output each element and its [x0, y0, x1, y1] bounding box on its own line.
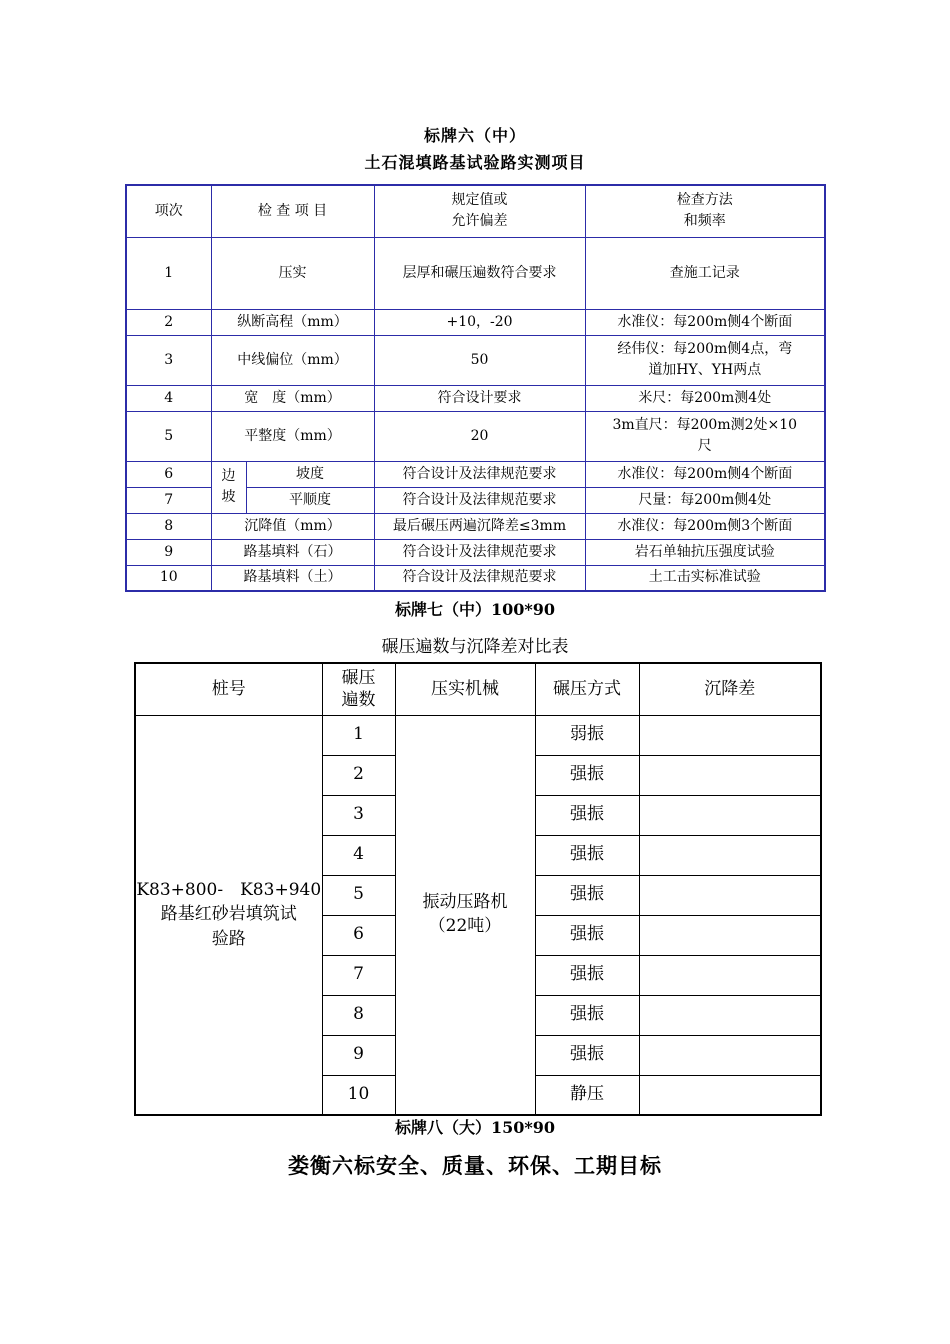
mode-cell: 强振: [535, 795, 639, 835]
pass-cell: 1: [322, 715, 395, 755]
settlement-cell: [639, 755, 821, 795]
mode-cell: 强振: [535, 875, 639, 915]
item-cell: 纵断高程（mm）: [211, 309, 374, 335]
spec-cell: 符合设计及法律规范要求: [374, 461, 585, 487]
method-cell: 水准仪：每200m侧3个断面: [585, 513, 825, 539]
machine-cell: 振动压路机 （22吨）: [395, 715, 535, 1115]
settlement-cell: [639, 835, 821, 875]
mode-cell: 强振: [535, 915, 639, 955]
item-cell: 中线偏位（mm）: [211, 335, 374, 385]
method-cell: 岩石单轴抗压强度试验: [585, 539, 825, 565]
table-header-row: [126, 185, 825, 237]
spec-cell: 50: [374, 335, 585, 385]
table-row: [126, 461, 825, 487]
table-row: [126, 385, 825, 411]
mode-cell: 弱振: [535, 715, 639, 755]
mode-cell: 强振: [535, 995, 639, 1035]
method-cell: 3m直尺：每200m测2处×10 尺: [585, 411, 825, 461]
mode-cell: 强振: [535, 755, 639, 795]
pass-cell: 4: [322, 835, 395, 875]
settlement-cell: [639, 1035, 821, 1075]
settlement-cell: [639, 1075, 821, 1115]
row-number: 5: [126, 411, 211, 461]
method-cell: 土工击实标准试验: [585, 565, 825, 591]
spec-cell: 符合设计要求: [374, 385, 585, 411]
table-row: [126, 565, 825, 591]
item-cell: 沉降值（mm）: [211, 513, 374, 539]
spec-cell: 最后碾压两遍沉降差≤3mm: [374, 513, 585, 539]
row-number: 4: [126, 385, 211, 411]
pass-cell: 10: [322, 1075, 395, 1115]
spec-cell: 层厚和碾压遍数符合要求: [374, 237, 585, 309]
spec-cell: 20: [374, 411, 585, 461]
inspection-items-table: [125, 184, 826, 592]
heading-project-goals: 娄衡六标安全、质量、环保、工期目标: [288, 1153, 662, 1178]
header-cell: 检 查 项 目: [211, 185, 374, 237]
pass-cell: 3: [322, 795, 395, 835]
method-cell: 尺量：每200m侧4处: [585, 487, 825, 513]
item-cell: 平整度（mm）: [211, 411, 374, 461]
compaction-settlement-table: [134, 662, 822, 1116]
item-cell: 平顺度: [246, 487, 374, 513]
row-number: 6: [126, 461, 211, 487]
heading-sign-seven: 标牌七（中）100*90: [394, 600, 556, 619]
item-cell: 坡度: [246, 461, 374, 487]
settlement-cell: [639, 795, 821, 835]
table-row: [126, 237, 825, 309]
settlement-cell: [639, 995, 821, 1035]
row-number: 9: [126, 539, 211, 565]
table-row: [126, 309, 825, 335]
slope-group-cell: 边 坡: [211, 461, 246, 513]
method-cell: 查施工记录: [585, 237, 825, 309]
table-row: [135, 715, 821, 755]
table-row: [126, 539, 825, 565]
row-number: 1: [126, 237, 211, 309]
heading-sign-six: 标牌六（中）: [423, 126, 526, 145]
pass-cell: 2: [322, 755, 395, 795]
item-cell: 路基填料（石）: [211, 539, 374, 565]
row-number: 3: [126, 335, 211, 385]
settlement-cell: [639, 915, 821, 955]
station-cell: K83+800- K83+940 路基红砂岩填筑试 验路: [135, 715, 322, 1115]
row-number: 8: [126, 513, 211, 539]
heading-test-road-items: 土石混填路基试验路实测项目: [364, 153, 586, 172]
header-cell: 桩号: [135, 663, 322, 715]
spec-cell: 符合设计及法律规范要求: [374, 539, 585, 565]
header-cell: 规定值或 允许偏差: [374, 185, 585, 237]
method-cell: 米尺：每200m测4处: [585, 385, 825, 411]
method-cell: 水准仪：每200m侧4个断面: [585, 461, 825, 487]
table-row: [126, 335, 825, 385]
method-cell: 水准仪：每200m侧4个断面: [585, 309, 825, 335]
pass-cell: 6: [322, 915, 395, 955]
method-cell: 经伟仪：每200m侧4点，弯 道加HY、YH两点: [585, 335, 825, 385]
table-header-row: [135, 663, 821, 715]
mode-cell: 强振: [535, 1035, 639, 1075]
table-row: [126, 411, 825, 461]
spec-cell: 符合设计及法律规范要求: [374, 565, 585, 591]
row-number: 7: [126, 487, 211, 513]
pass-cell: 9: [322, 1035, 395, 1075]
pass-cell: 5: [322, 875, 395, 915]
mode-cell: 强振: [535, 955, 639, 995]
header-cell: 碾压 遍数: [322, 663, 395, 715]
header-cell: 沉降差: [639, 663, 821, 715]
heading-comparison-table: 碾压遍数与沉降差对比表: [381, 637, 569, 657]
settlement-cell: [639, 955, 821, 995]
header-cell: 压实机械: [395, 663, 535, 715]
item-cell: 路基填料（土）: [211, 565, 374, 591]
item-cell: 压实: [211, 237, 374, 309]
mode-cell: 静压: [535, 1075, 639, 1115]
header-cell: 项次: [126, 185, 211, 237]
settlement-cell: [639, 715, 821, 755]
settlement-cell: [639, 875, 821, 915]
heading-sign-eight: 标牌八（大）150*90: [394, 1118, 556, 1137]
header-cell: 检查方法 和频率: [585, 185, 825, 237]
row-number: 10: [126, 565, 211, 591]
spec-cell: 符合设计及法律规范要求: [374, 487, 585, 513]
spec-cell: +10，-20: [374, 309, 585, 335]
item-cell: 宽 度（mm）: [211, 385, 374, 411]
pass-cell: 8: [322, 995, 395, 1035]
header-cell: 碾压方式: [535, 663, 639, 715]
mode-cell: 强振: [535, 835, 639, 875]
pass-cell: 7: [322, 955, 395, 995]
row-number: 2: [126, 309, 211, 335]
table-row: [126, 513, 825, 539]
